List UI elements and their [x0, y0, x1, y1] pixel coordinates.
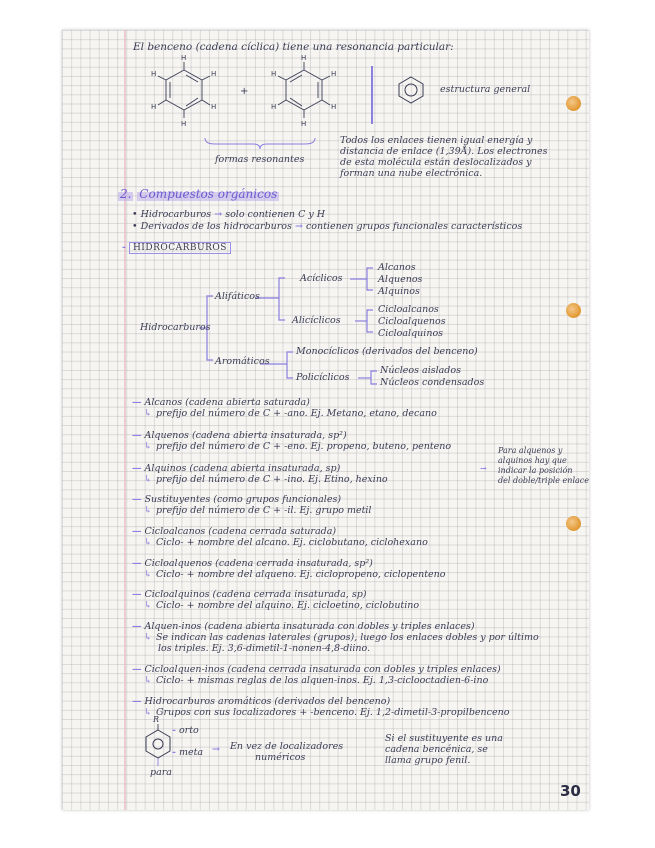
locators-note-1: En vez de localizadores [230, 741, 344, 752]
h-atom: H [211, 70, 217, 78]
tree-alifaticos: Alifáticos [215, 291, 260, 302]
h-atom: H [271, 70, 277, 78]
classification-tree-braces [195, 262, 395, 392]
h-atom: H [181, 120, 187, 128]
entry-head: — Alquenos (cadena abierta insaturada, sp²) [132, 430, 347, 441]
position-orto: - orto [172, 725, 199, 736]
entry-sub: ↳ Se indican las cadenas laterales (grupos), luego los enlaces dobles y por último [144, 632, 539, 643]
resonance-underbrace [205, 138, 315, 150]
phenyl-note-2: cadena bencénica, se [385, 744, 488, 755]
position-para: para [150, 767, 172, 778]
tree-root: Hidrocarburos [140, 322, 211, 333]
plus-sign: + [240, 86, 249, 97]
tree-aromaticos: Aromáticos [215, 356, 270, 367]
entry-sub-continued: los triples. Ej. 3,6-dimetil-1-nonen-4,8-diino. [158, 643, 371, 654]
side-note-3: indicar la posición [498, 466, 573, 475]
benzene-ring-icon [398, 76, 424, 104]
side-note-4: del doble/triple enlace [498, 476, 589, 485]
h-atom: H [151, 70, 157, 78]
bullet-right: contienen grupos funcionales característicos [305, 221, 523, 232]
tree-alquenos: Alquenos [378, 274, 423, 285]
entry-head: — Hidrocarburos aromáticos (derivados del benceno) [132, 696, 391, 707]
intro-line: El benceno (cadena cíclica) tiene una resonancia particular: [133, 41, 454, 53]
entry-sub: ↳ Ciclo- + mismas reglas de los alquen-inos. Ej. 1,3-ciclooctadien-6-ino [144, 675, 489, 686]
resonance-note-2: distancia de enlace (1,39Å). Los electrones [340, 146, 548, 157]
entry-sub: ↳ Ciclo- + nombre del alqueno. Ej. ciclopropeno, ciclopenteno [144, 569, 446, 580]
side-note-2: alquinos hay que [498, 456, 567, 465]
phenyl-note-1: Si el sustituyente es una [385, 733, 503, 744]
h-atom: H [271, 103, 277, 111]
entry-sub: ↳ prefijo del número de C + -eno. Ej. propeno, buteno, penteno [144, 441, 452, 452]
entry-sub: ↳ Ciclo- + nombre del alcano. Ej. ciclobutano, ciclohexano [144, 537, 428, 548]
arrow-icon: → [294, 221, 303, 232]
entry-head: — Cicloalcanos (cadena cerrada saturada) [132, 526, 337, 537]
tree-alcanos: Alcanos [378, 262, 416, 273]
binder-hole-middle [566, 303, 581, 318]
entry-head: — Cicloalquen-inos (cadena cerrada insaturada con dobles y triples enlaces) [132, 664, 501, 675]
tree-cicloalquinos: Cicloalquinos [378, 328, 444, 339]
tree-monociclicos: Monocíclicos (derivados del benceno) [296, 346, 478, 357]
tree-aliciclicos: Alicíclicos [292, 315, 341, 326]
resonance-note-4: forman una nube electrónica. [340, 168, 483, 179]
bullet-hidrocarburos: • Hidrocarburos → solo contienen C y H [132, 209, 326, 220]
bullet-left: Derivados de los hidrocarburos [140, 221, 292, 232]
section-title: Compuestos orgánicos [139, 187, 278, 201]
side-note-1: Para alquenos y [498, 446, 563, 455]
arrow-icon: → [212, 744, 220, 755]
hidrocarburos-box: - HIDROCARBUROS [122, 243, 231, 254]
resonance-note-1: Todos los enlaces tienen igual energía y [340, 135, 533, 146]
arrow-icon: → [480, 463, 487, 473]
entry-head: — Sustituyentes (como grupos funcionales) [132, 494, 342, 505]
h-atom: H [211, 103, 217, 111]
locators-note-2: numéricos [255, 752, 306, 763]
page-number: 30 [560, 782, 581, 800]
binder-hole-top [566, 96, 581, 111]
resonance-structures [140, 54, 360, 148]
entry-sub: ↳ prefijo del número de C + -ano. Ej. Metano, etano, decano [144, 408, 437, 419]
h-atom: H [331, 70, 337, 78]
phenyl-note-3: llama grupo fenil. [385, 755, 471, 766]
section-heading [118, 188, 279, 201]
binder-hole-bottom [566, 516, 581, 531]
tree-cicloalquenos: Cicloalquenos [378, 316, 446, 327]
entry-sub: ↳ prefijo del número de C + -il. Ej. grupo metil [144, 505, 372, 516]
h-atom: H [301, 120, 307, 128]
section-number: 2. [120, 187, 132, 201]
h-atom: H [151, 103, 157, 111]
h-atom: H [181, 54, 187, 62]
h-atom: H [301, 54, 307, 62]
general-structure-label: estructura general [440, 84, 531, 95]
entry-sub: ↳ prefijo del número de C + -ino. Ej. Etino, hexino [144, 474, 388, 485]
entry-head: — Alquinos (cadena abierta insaturada, sp) [132, 463, 341, 474]
bracket [370, 66, 380, 126]
position-r: R [153, 715, 160, 724]
tree-cicloalcanos: Cicloalcanos [378, 304, 439, 315]
dash-icon: - [122, 242, 126, 253]
bullet-right: solo contienen C y H [225, 209, 326, 220]
resonance-note-3: de esta molécula están deslocalizados y [340, 157, 532, 168]
arrow-icon: → [214, 209, 223, 220]
bullet-left: Hidrocarburos [140, 209, 212, 220]
tree-nucleos-aislados: Núcleos aislados [380, 365, 461, 376]
h-atom: H [331, 103, 337, 111]
tree-aciclicos: Acíclicos [300, 273, 343, 284]
margin-line [124, 30, 126, 810]
tree-nucleos-condensados: Núcleos condensados [380, 377, 485, 388]
resonance-label: formas resonantes [215, 154, 305, 165]
entry-head: — Alcanos (cadena abierta saturada) [132, 397, 310, 408]
tree-policiclicos: Policíclicos [296, 372, 350, 383]
entry-sub: ↳ Ciclo- + nombre del alquino. Ej. cicloetino, ciclobutino [144, 600, 420, 611]
position-meta: - meta [172, 747, 204, 758]
bullet-derivados: • Derivados de los hidrocarburos → contienen grupos funcionales característicos [132, 221, 523, 232]
entry-sub: ↳ Grupos con sus localizadores + -benceno. Ej. 1,2-dimetil-3-propilbenceno [144, 707, 510, 718]
entry-head: — Cicloalquinos (cadena cerrada insaturada, sp) [132, 589, 367, 600]
tree-alquinos: Alquinos [378, 286, 420, 297]
entry-head: — Cicloalquenos (cadena cerrada insaturada, sp²) [132, 558, 373, 569]
entry-head: — Alquen-inos (cadena abierta insaturada con dobles y triples enlaces) [132, 621, 475, 632]
